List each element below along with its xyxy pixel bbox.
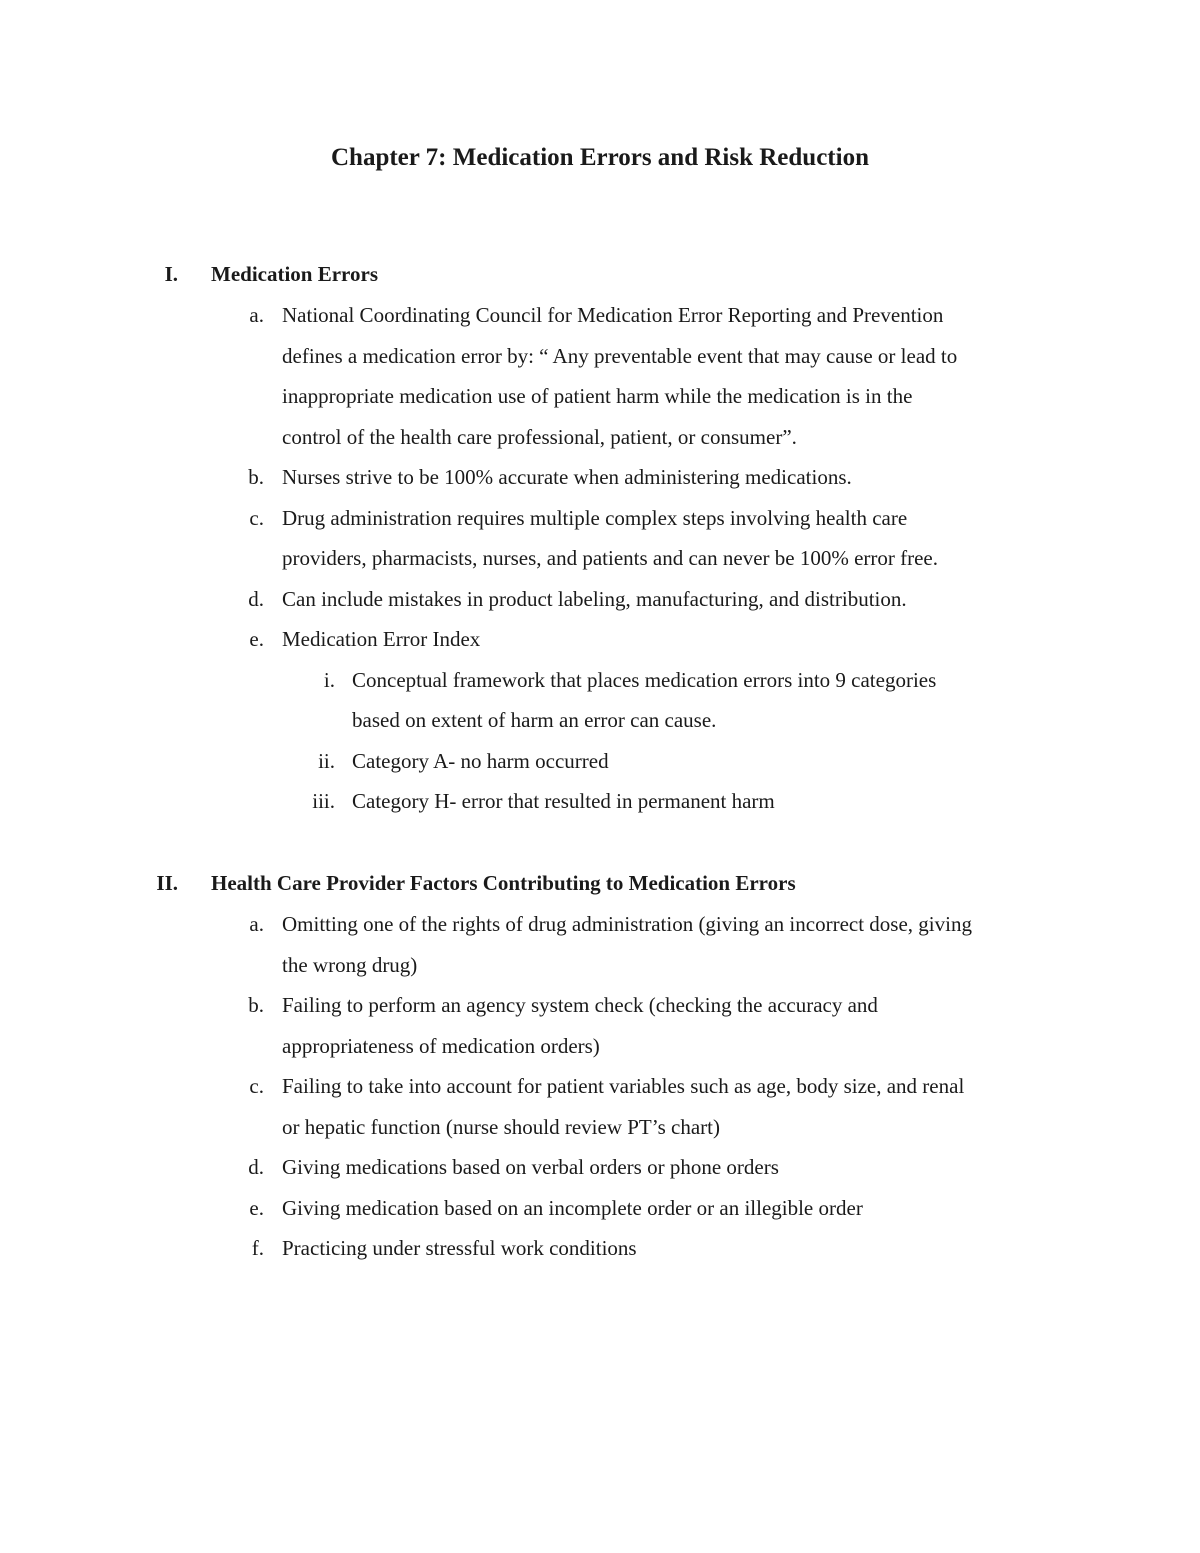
text-line: Category A- no harm occurred: [352, 748, 609, 773]
text-line: defines a medication error by: “ Any preventable event that may cause or lead to: [282, 343, 958, 368]
text-line: providers, pharmacists, nurses, and patients and can never be 100% error free.: [282, 546, 939, 570]
text-line: Category H- error that resulted in permanent harm: [352, 789, 775, 813]
text-line: inappropriate medication use of patient harm while the medication is in the: [282, 384, 913, 408]
list-item-text: [282, 619, 1072, 660]
list-item-text: [282, 1228, 1072, 1269]
text-line: Failing to perform an agency system check (checking the accuracy and: [282, 993, 878, 1017]
text-line: Can include mistakes in product labeling, manufacturing, and distribution.: [282, 586, 907, 611]
list-marker: a.: [249, 303, 264, 327]
text-line: Medication Error Index: [282, 627, 481, 651]
section-heading: Health Care Provider Factors Contributing to Medication Errors: [211, 871, 796, 895]
sub-list-marker: ii.: [318, 748, 335, 773]
list-marker: d.: [248, 1155, 264, 1179]
section-number: II.: [156, 871, 178, 895]
list-item-text: [282, 457, 1072, 498]
text-line: based on extent of harm an error can cause.: [352, 708, 717, 732]
sub-list-item-text: [352, 660, 1052, 741]
section-number: I.: [164, 262, 178, 286]
page-title: Chapter 7: Medication Errors and Risk Reduction: [331, 144, 869, 171]
list-marker: e.: [249, 1195, 264, 1220]
list-item-text: [282, 295, 1072, 457]
text-line: Conceptual framework that places medication errors into 9 categories: [352, 667, 937, 692]
text-line: National Coordinating Council for Medication Error Reporting and Prevention: [282, 303, 944, 327]
list-marker: c.: [249, 505, 264, 530]
text-line: control of the health care professional, patient, or consumer”.: [282, 424, 797, 449]
list-item-text: [282, 1147, 1072, 1188]
text-line: Giving medication based on an incomplete order or an illegible order: [282, 1195, 863, 1220]
list-marker: b.: [248, 465, 264, 489]
text-line: or hepatic function (nurse should review PT’s chart): [282, 1114, 720, 1139]
list-item-text: [282, 579, 1072, 620]
text-line: Giving medications based on verbal orders or phone orders: [282, 1155, 779, 1179]
text-line: Drug administration requires multiple complex steps involving health care: [282, 505, 908, 530]
text-line: the wrong drug): [282, 952, 418, 977]
list-marker: d.: [248, 586, 264, 611]
sub-list-marker: iii.: [312, 789, 335, 813]
text-line: Nurses strive to be 100% accurate when administering medications.: [282, 465, 852, 489]
sub-list-item-text: [352, 741, 1052, 782]
list-marker: a.: [249, 912, 264, 936]
list-marker: c.: [249, 1074, 264, 1098]
section-heading: Medication Errors: [211, 262, 378, 286]
list-item-text: [282, 904, 1072, 985]
text-line: appropriateness of medication orders): [282, 1033, 600, 1058]
list-marker: f.: [251, 1236, 264, 1260]
list-item-text: [282, 498, 1072, 579]
list-marker: e.: [249, 627, 264, 651]
text-line: Failing to take into account for patient variables such as age, body size, and renal: [282, 1074, 965, 1098]
list-item-text: [282, 1066, 1072, 1147]
sub-list-item-text: [352, 781, 1052, 822]
list-item-text: [282, 985, 1072, 1066]
text-line: Practicing under stressful work conditions: [282, 1236, 637, 1260]
text-line: Omitting one of the rights of drug administration (giving an incorrect dose, giving: [282, 912, 972, 936]
list-item-text: [282, 1188, 1072, 1229]
sub-list-marker: i.: [323, 667, 335, 692]
list-marker: b.: [248, 993, 264, 1017]
